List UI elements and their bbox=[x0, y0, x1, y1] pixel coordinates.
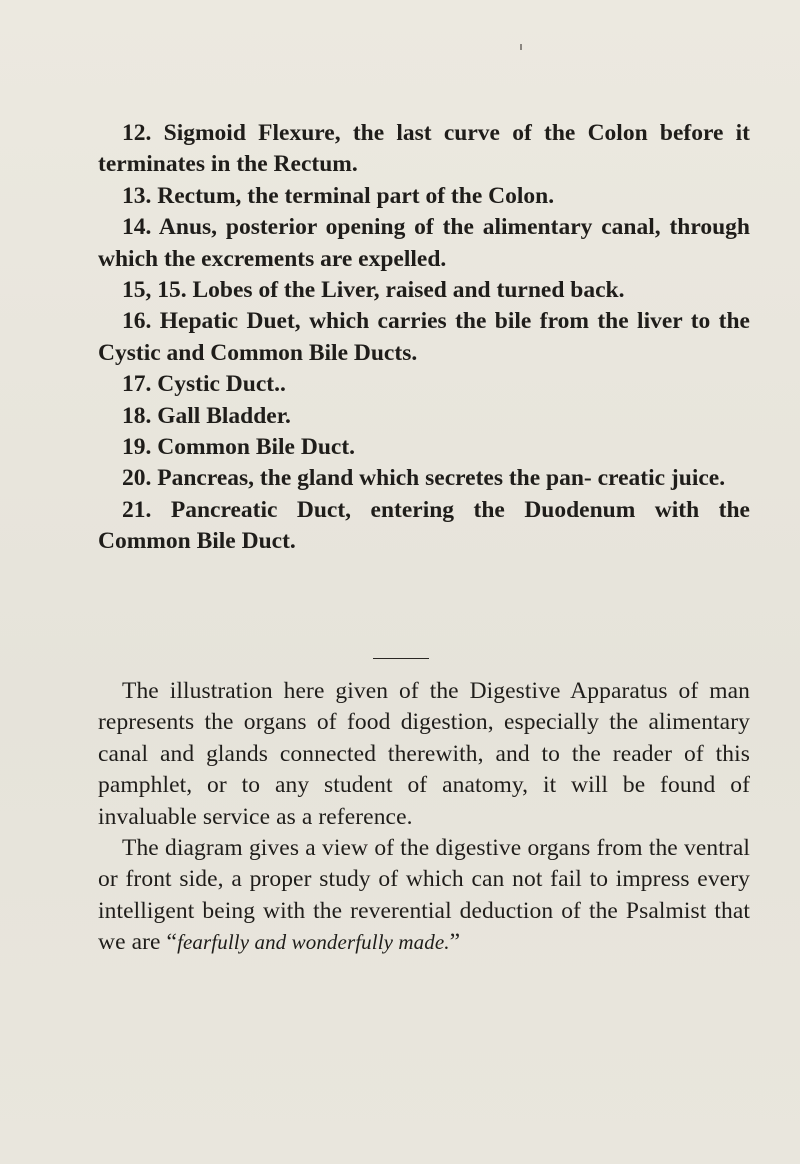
legend-entry-18 bbox=[98, 401, 750, 432]
entry-text-continued: canal, through which the excrements are expelled. bbox=[98, 214, 750, 272]
entry-text: Gall Bladder. bbox=[157, 402, 291, 429]
entry-text: Sigmoid Flexure, the last curve of the Colon bbox=[163, 120, 648, 146]
entry-text-continued: before it terminates in the Rectum. bbox=[98, 120, 750, 178]
margin-speck bbox=[520, 44, 522, 50]
italic-quote: fearfully and wonderfully made. bbox=[177, 930, 450, 955]
legend-entry-13 bbox=[98, 181, 750, 212]
entry-number: 14. bbox=[122, 214, 152, 241]
entry-text: Anus, posterior opening of the alimentary bbox=[158, 214, 593, 241]
close-quote: ” bbox=[449, 929, 461, 956]
open-quote: “ bbox=[166, 929, 178, 956]
legend-entry-20 bbox=[98, 463, 750, 494]
legend-entry-21 bbox=[98, 495, 750, 558]
entry-text: Common Bile Duct. bbox=[157, 434, 356, 461]
entry-number: 12. bbox=[122, 120, 152, 146]
entry-number: 21. bbox=[122, 496, 152, 523]
entry-text: Pancreas, the gland which secretes the pan- bbox=[157, 465, 592, 492]
body-text bbox=[98, 676, 750, 959]
legend-entry-12 bbox=[98, 118, 750, 181]
paragraph-illustration: The illustration here given of the Digestive Apparatus of man represents the organs of food digestion, especially the alimentary canal and glands connected therewith, and to the reader of this pamphlet, or to any student of anatomy, it will be found of invaluable service as a reference. bbox=[98, 678, 750, 830]
legend-entry-17 bbox=[98, 369, 750, 400]
figure-legend-list bbox=[98, 118, 750, 558]
entry-number: 18. bbox=[122, 402, 152, 429]
entry-number: 15, 15. bbox=[122, 277, 187, 304]
entry-text: Pancreatic Duct, entering the Duodenum bbox=[170, 496, 636, 523]
paragraph-diagram bbox=[98, 833, 750, 959]
entry-number: 17. bbox=[122, 371, 152, 398]
entry-text: Cystic Duct.. bbox=[157, 371, 286, 398]
entry-text: Lobes of the Liver, raised and turned bbox=[192, 277, 565, 304]
entry-number: 20. bbox=[122, 465, 152, 492]
entry-number: 16. bbox=[122, 308, 152, 335]
legend-entry-19 bbox=[98, 432, 750, 463]
entry-text: Rectum, the terminal part of the Colon. bbox=[157, 182, 555, 209]
paragraph-text: The diagram gives a view of the digestive organs from the ventral or front side, a proper study of which can not fail to impress every intelligent being with the reverential deduction of the Psalmist that we are bbox=[98, 835, 750, 956]
section-divider bbox=[373, 658, 429, 659]
legend-entry-14 bbox=[98, 212, 750, 275]
entry-text-continued: creatic juice. bbox=[591, 465, 726, 492]
legend-entry-16 bbox=[98, 306, 750, 369]
entry-number: 13. bbox=[122, 182, 152, 209]
entry-number: 19. bbox=[122, 434, 152, 461]
entry-text-continued: the liver to the Cystic and Common Bile Ducts. bbox=[98, 308, 750, 366]
entry-text-continued: back. bbox=[564, 277, 625, 304]
entry-text: Hepatic Duet, which carries the bile from bbox=[159, 308, 589, 335]
legend-entry-15 bbox=[98, 275, 750, 306]
entry-text-continued: with the Common Bile Duct. bbox=[98, 496, 750, 555]
